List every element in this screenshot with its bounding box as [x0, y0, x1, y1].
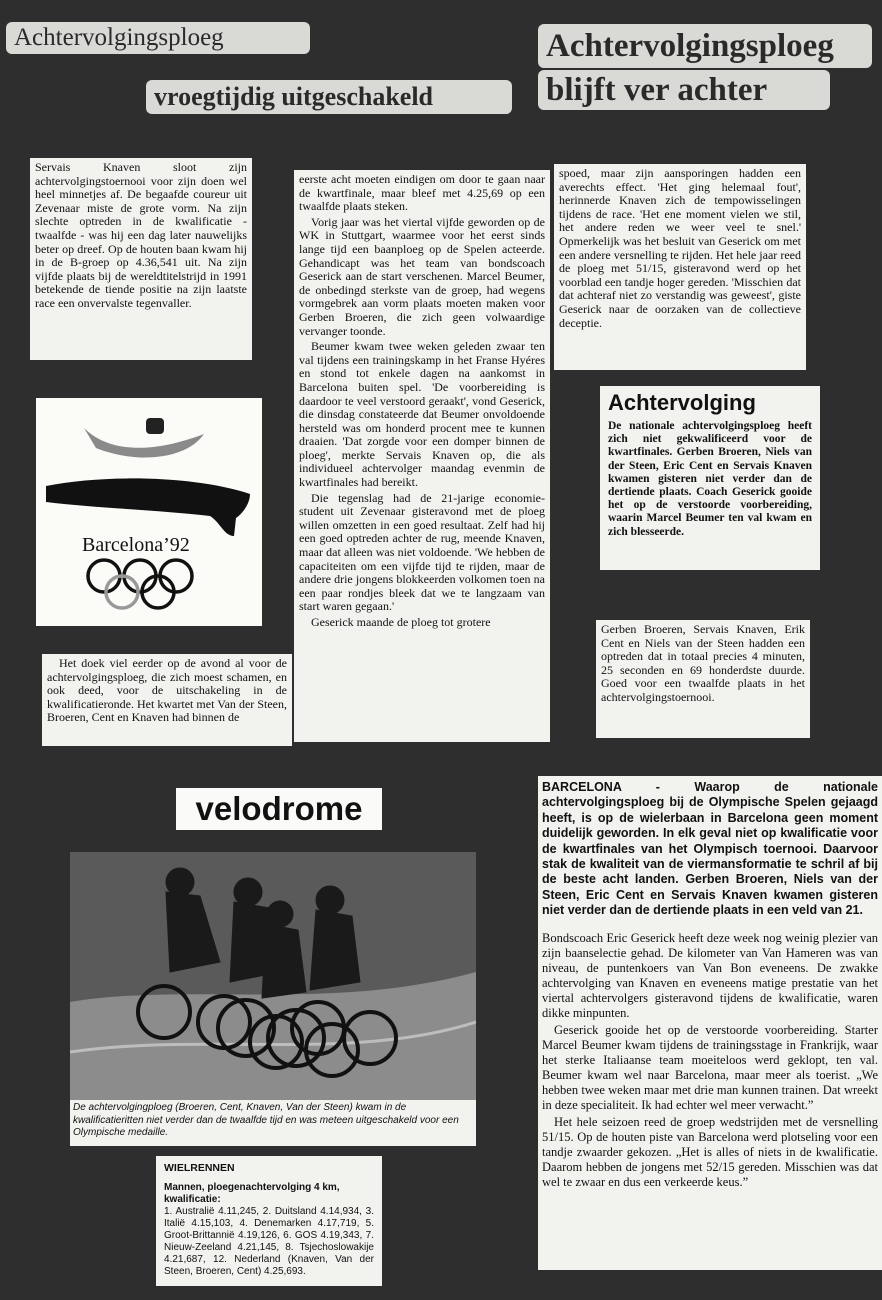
- right-bottom-para-3: Het hele seizoen reed de groep wedstrijden met de versnelling 51/15. Op de houten piste van Barcelona werd plotseling voor een tandje zwaarder gekozen. „Het is alles of niets in de kwalificatie. Daarom hebben de jongens met 52/15 gereden. Misschien was dat wel te zwaar en dus een verkeerde keus.”: [542, 1114, 878, 1189]
- middle-para-3: Beumer kwam twee weken geleden zwaar ten val tijdens een trainingskamp in het Franse Hyéres en stond tot enkele dagen na aankomst in Barcelona buiten spel. 'De voorbereiding is daardoor te veel verstoord geraakt', vond Geserick, die dinsdag constateerde dat Beumer onvoldoende hersteld was om honderd procent mee te kunnen draaien. 'Dat zorgde voor een domper binnen de ploeg', merkte Servais Knaven op, die als individueel achtervolger maandag evenmin de kwartfinales had bereikt.: [299, 339, 545, 490]
- right-bottom-para-1: Bondscoach Eric Geserick heeft deze week nog weinig plezier van zijn baanselectie gehad. De kilometer van Van Hameren was van niveau, de puntenkoers van Van Bon eveneens. De zwakke achtervolging van Knaven en eveneens matige prestatie van het viertal achtervolgers gisteravond tijdens de kwalificatie, waren dikke minpunten.: [542, 930, 878, 1020]
- logo-caption: Barcelona’92: [82, 534, 190, 556]
- clip-right-small-text: Gerben Broeren, Servais Knaven, Erik Cent en Niels van der Steen hadden een optreden dat in totaal precies 4 minuten, 25 seconden en 69 honderdste duurde. Goed voor een twaalfde plaats in het achtervolgingstoernooi.: [601, 622, 805, 704]
- clip-left-top-text: Servais Knaven sloot zijn achtervolgingstoernooi voor zijn doen wel heel minnetjes af. De begaafde coureur uit Zevenaar miste de grote vorm. Na zijn slechte optreden in de kwalificatie - twaalfde - was hij een dag later nauwelijks beter op dreef. Op de houten baan kwam hij in de B-groep op 4.36,541 uit. Na zijn vijfde plaats bij de wereldtitelstrijd in 1991 betekende de tiende positie na zijn laatste race een onvervalste tegenvaller.: [35, 160, 247, 310]
- photo-caption: [70, 1100, 476, 1146]
- clip-left-top: [30, 158, 252, 360]
- photo-cyclists: [70, 852, 476, 1100]
- middle-para-1: eerste acht moeten eindigen om door te gaan naar de kwartfinale, maar bleef met 4.25,69 op een twaalfde plaats steken.: [299, 172, 545, 214]
- clip-right-top-text: spoed, maar zijn aansporingen hadden een averechts effect. 'Het ging helemaal fout', herinnerde Knaven zich de tempowisselingen tijdens de race. 'Het ene moment vielen we stil, het andere reden we weer veel te snel.' Opmerkelijk was het besluit van Geserick om met een andere versnelling te rijden. Het hele jaar reed de ploeg met 51/15, gisteravond werd op het voorblad een tandje hoger gereden. 'Misschien dat dat achteraf niet zo verstandig was geweest', giste Geserick naar de oorzaken van de collectieve deceptie.: [559, 166, 801, 330]
- right-bottom-para-2: Geserick gooide het op de verstoorde voorbereiding. Starter Marcel Beumer kwam tijdens de trainingsstage in Frankrijk, waar het sterke Italiaanse team moeiteloos werd geklopt, ten val. Beumer kwam wel naar Barcelona, maar meer als toerist. „We hebben twee weken maar met drie man kunnen trainen. Dat wreekt in deze specialiteit. Ik had echter wel meer verwacht.”: [542, 1022, 878, 1112]
- headline-achtervolgingsploeg-right: Achtervolgingsploeg: [538, 24, 872, 68]
- middle-para-2: Vorig jaar was het viertal vijfde geworden op de WK in Stuttgart, waarmee voor het eerst sinds lange tijd een baanploeg op de Spelen acteerde. Gehandicapt was het team van bondscoach Geserick aan de start verschenen. Marcel Beumer, de onbedingd sterkste van de groep, had wegens vormgebrek aan vorm plaats moeten maken voor Gerben Broeren, die zich geen volwaardige vervanger toonde.: [299, 214, 545, 338]
- results-box: [156, 1156, 382, 1286]
- results-subheading: Mannen, ploegenachtervolging 4 km, kwalificatie:: [164, 1182, 340, 1205]
- results-body: 1. Australië 4.11,245, 2. Duitsland 4.14,934, 3. Italië 4.15,103, 4. Denemarken 4.17,719, 5. Groot-Brittannië 4.19,126, 6. GOS 4.19,343, 7. Nieuw-Zeeland 4.21,145, 8. Tsjechoslowakije 4.21,687, 12. Nederland (Knaven, Van der Steen, Broeren, Cent) 4.25,693.: [164, 1206, 374, 1277]
- box-achtervolging: [600, 386, 820, 570]
- clip-left-bottom-text: Het doek viel eerder op de avond al voor de achtervolgingsploeg, die zich moest schamen, en ook deed, voor de uitschakeling in de kwalificatieronde. Het kwartet met Van der Steen, Broeren, Cent en Knaven had binnen de: [47, 656, 287, 725]
- cyclists-photo-icon: [70, 852, 476, 1100]
- middle-para-5: Geserick maande de ploeg tot grotere: [311, 615, 491, 629]
- middle-para-4: Die tegenslag had de 21-jarige economie-student uit Zevenaar gisteravond met de ploeg willen omzetten in een goed resultaat. Zelf had hij een goed optreden achter de rug, meende Knaven, maar dat alleen was niet voldoende. 'We hebben de capaciteiten om een vijfde tijd te rijden, maar de andere drie jongens blokkeerden volkomen toen na een paar rondjes bleek dat we te langzaam van start waren gegaan.': [299, 490, 545, 614]
- clip-middle: [294, 170, 550, 742]
- velodrome-label: velodrome: [176, 788, 382, 830]
- headline-blijft-ver-achter: blijft ver achter: [538, 70, 830, 110]
- box-achtervolging-title: Achtervolging: [608, 390, 756, 415]
- clip-right-bottom: [538, 776, 882, 1270]
- clip-left-bottom: [42, 654, 292, 746]
- box-achtervolging-body: De nationale achtervolgingsploeg heeft zich niet gekwalificeerd voor de kwartfinales. Gerben Broeren, Niels van der Steen, Eric Cent en Servais Knaven kwamen gisteren niet verder dan de dertiende plaats. Coach Geserick gooide het op de verstoorde voorbereiding, waarin Marcel Beumer ten val kwam en zich blesseerde.: [608, 420, 812, 538]
- clip-right-top: [554, 164, 806, 370]
- right-bottom-lead: BARCELONA - Waarop de nationale achtervolgingsploeg bij de Olympische Spelen gejaagd heeft, is op de wielerbaan in Barcelona geen moment duidelijk geworden. In elk geval niet op kwalificatie voor de kwartfinales van het Olympisch toernooi. Daarvoor stak de kwaliteit van de viermansformatie te schril af bij de beste acht landen. Gerben Broeren, Niels van der Steen, Eric Cent en Servais Knaven kwamen gisteren niet verder dan de dertiende plaats in een veld van 21.: [542, 780, 878, 918]
- barcelona-logo: [36, 398, 262, 626]
- barcelona-emblem-icon: [36, 398, 262, 626]
- results-heading: WIELRENNEN: [164, 1162, 235, 1174]
- headline-vroegtijdig: vroegtijdig uitgeschakeld: [146, 80, 512, 114]
- photo-caption-text: De achtervolgingploeg (Broeren, Cent, Knaven, Van der Steen) kwam in de kwalificatieritten niet verder dan de twaalfde tijd en was meteen uitgeschakeld voor een Olympische medaille.: [73, 1102, 459, 1138]
- headline-achtervolgingsploeg-left: Achtervolgingsploeg: [6, 22, 310, 54]
- clip-right-small: [596, 620, 810, 738]
